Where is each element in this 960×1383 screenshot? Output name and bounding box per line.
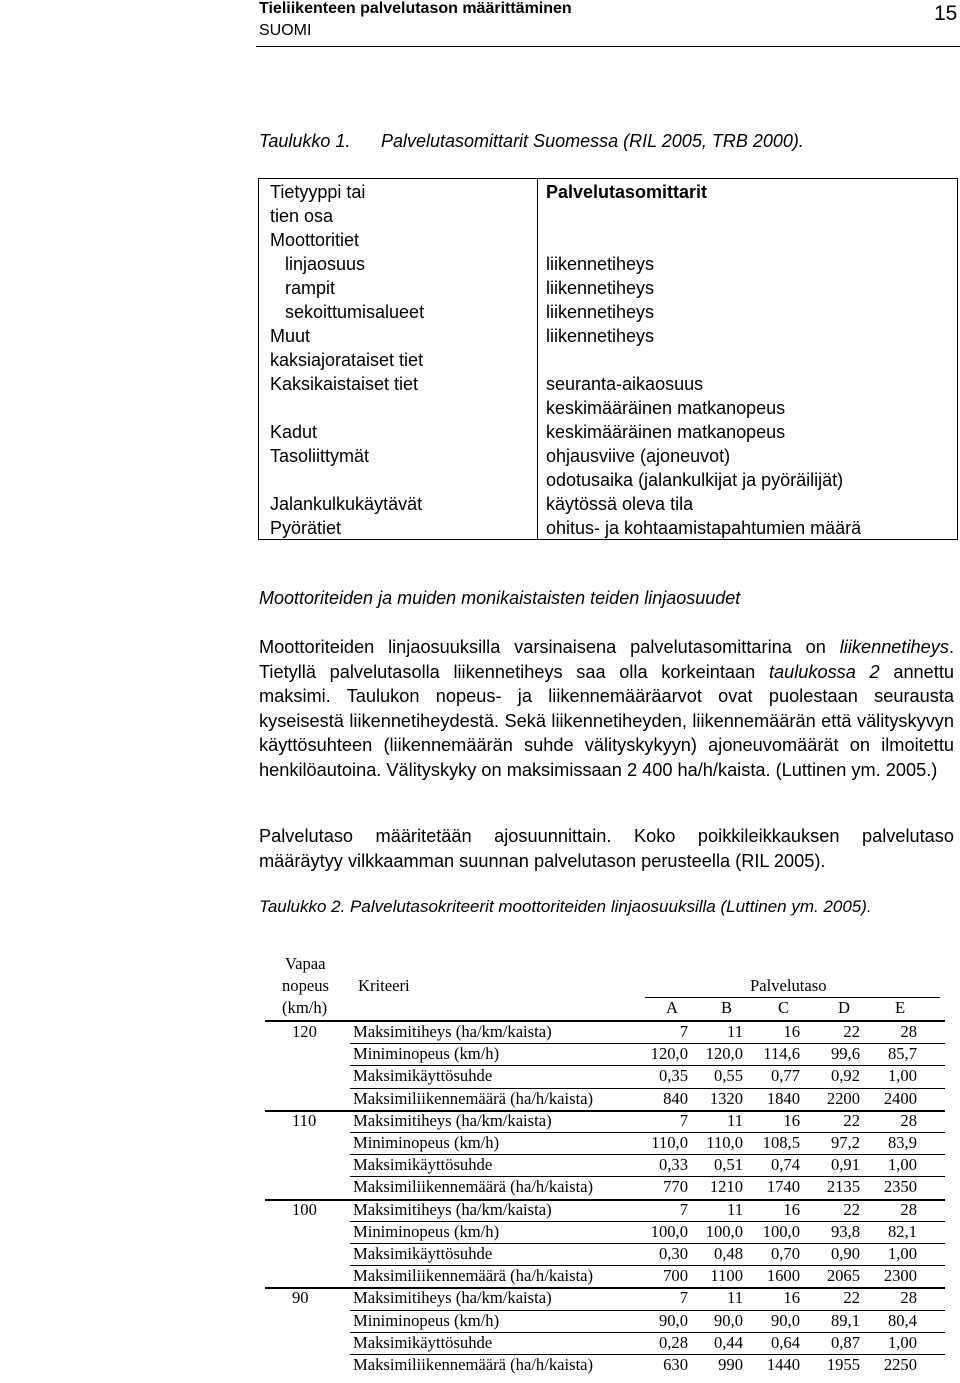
table2-cell: 1210 [709,1177,743,1197]
table2-cell: 120,0 [650,1044,688,1064]
table2-cell: 100,0 [705,1221,743,1241]
table2-cell: 90,0 [713,1310,743,1330]
table2-cell: 100,0 [650,1221,688,1241]
table1-caption [259,131,804,152]
table2-cell: 11 [727,1110,743,1130]
table2-cell: 1840 [766,1088,800,1108]
table2-criterion-label: Maksimitiheys (ha/km/kaista) [353,1288,552,1308]
table2-cell: 83,9 [887,1133,917,1152]
table2-cell: 0,87 [830,1332,860,1352]
table2-cell: 2135 [826,1177,860,1197]
table2-level-d: D [838,998,850,1017]
table2-cell: 2400 [883,1088,917,1108]
table2-criterion-label: Miniminopeus (km/h) [353,1221,500,1241]
p1-part-c: . Tietyllä palvelutasolla liikennetiheys saa olla korkeintaan [259,637,954,682]
table1-road-type-line: Tietyyppi tai [270,182,366,202]
table2-cell: 1,00 [887,1332,917,1352]
running-header-country: SUOMI [259,22,312,39]
table1-road-type-line: Jalankulkukäytävät [270,494,423,514]
table2-cell: 7 [679,1022,688,1041]
table2-cell: 16 [783,1199,800,1219]
table2-level-a: A [666,998,678,1017]
p1-part-e: annettu maksimi. Taulukon nopeus- ja liikennemääräarvot ovat puolestaan seurausta kyseisestä liikennetiheydestä. Sekä liikennetiheyden, liikennemäärän että välityskyvyn käyttösuhteen (liikennemäärän suhde välityskykyyn) ajoneuvomäärät on ilmoitettu henkilöautoina. Välityskyky on maksimissaan 2 400 ha/h/kaista. (Luttinen ym. 2005.) [259,661,955,780]
table2-cell: 28 [900,1110,917,1130]
table2-cell: 0,44 [713,1332,743,1352]
table2-cell: 90,0 [770,1310,800,1330]
table2-cell: 1,00 [887,1244,917,1263]
table2-cell: 0,33 [658,1155,688,1175]
table2-cell: 7 [679,1199,688,1219]
table2-cell: 7 [679,1288,688,1308]
table2-cell: 0,77 [770,1066,800,1086]
table1-road-type-line: sekoittumisalueet [270,302,425,322]
table1-metric-line: liikennetiheys [546,302,655,322]
table2-cell: 2350 [883,1177,917,1197]
table2-cell: 0,48 [713,1244,743,1263]
table2-cell: 99,6 [830,1044,860,1064]
table1-metric-line: keskimääräinen matkanopeus [546,398,786,418]
table2-cell: 108,5 [762,1133,800,1152]
table2-cell: 1,00 [887,1155,917,1175]
p1-part-a: Moottoriteiden linjaosuuksilla varsinaisena palvelutasomittarina on [259,637,840,657]
table2-cell: 110,0 [706,1133,743,1152]
header-rule [256,46,960,47]
table2-criterion-label: Maksimikäyttösuhde [353,1155,493,1175]
table2-cell: 16 [783,1288,800,1308]
table2-head-criteria: Kriteeri [358,976,410,995]
table1-metric-line: liikennetiheys [546,278,655,298]
table1-metric-line: liikennetiheys [546,254,655,274]
table1-column-divider [537,179,538,539]
table2-criterion-label: Maksimikäyttösuhde [353,1244,493,1263]
table1-metric-line: ohjausviive (ajoneuvot) [546,446,731,466]
table2-cell: 28 [900,1022,917,1041]
table2-cell: 0,28 [658,1332,688,1352]
table2-cell: 0,55 [713,1066,743,1086]
table2-criterion-label: Maksimikäyttösuhde [353,1066,493,1086]
table1-road-type-line: linjaosuus [270,254,366,274]
table2-cell: 80,4 [887,1310,917,1330]
table2-cell: 0,90 [830,1244,860,1263]
table1-road-type-line: Kaksikaistaiset tiet [270,374,419,394]
table1-road-type-line: Pyörätiet [270,518,342,538]
table2-cell: 11 [727,1022,743,1041]
table1-metric-line: seuranta-aikaosuus [546,374,704,394]
table2-criterion-label: Miniminopeus (km/h) [353,1044,500,1064]
table2-cell: 1440 [766,1355,800,1374]
section-heading: Moottoriteiden ja muiden monikaistaisten teiden linjaosuudet [259,588,741,608]
table1-road-type-line: tien osa [270,206,334,226]
table2-cell: 85,7 [887,1044,917,1064]
table2-head-speed-2: nopeus [282,976,330,995]
table2-cell: 770 [663,1177,688,1197]
table2 [265,952,945,1383]
table2-cell: 22 [843,1110,860,1130]
table2-cell: 89,1 [830,1310,860,1330]
table2-cell: 2065 [826,1266,860,1286]
running-header-title: Tieliikenteen palvelutason määrittäminen [259,0,572,17]
table2-cell: 1955 [826,1355,860,1374]
table2-cell: 90,0 [658,1310,688,1330]
table2-head-speed-1: Vapaa [285,954,326,973]
table2-cell: 110,0 [651,1133,688,1152]
table2-criterion-label: Maksimiliikennemäärä (ha/h/kaista) [353,1177,594,1197]
table1-road-type-line: Tasoliittymät [270,446,370,466]
table2-cell: 97,2 [830,1133,860,1152]
table2-cell: 0,64 [770,1332,800,1352]
table2-criterion-label: Maksimiliikennemäärä (ha/h/kaista) [353,1355,594,1374]
table2-criterion-label: Miniminopeus (km/h) [353,1133,500,1152]
table1-road-type-line: Moottoritiet [270,230,360,250]
table1-caption-text: Palvelutasomittarit Suomessa (RIL 2005, TRB 2000). [381,131,804,151]
p1-part-b: liikennetiheys [839,637,949,657]
table2-speed-value: 100 [292,1199,317,1219]
p1-part-d: taulukossa 2 [768,661,880,682]
table2-cell: 1100 [710,1266,743,1286]
table2-criterion-label: Maksimitiheys (ha/km/kaista) [353,1199,552,1219]
table2-cell: 1740 [766,1177,800,1197]
table2-criterion-label: Maksimitiheys (ha/km/kaista) [353,1110,552,1130]
table1-road-type-line: Muut [270,326,311,346]
table2-level-c: C [778,998,790,1017]
table1-road-type-line: kaksiajorataiset tiet [270,350,424,370]
table2-cell: 1,00 [887,1066,917,1086]
table1-metric-line: odotusaika (jalankulkijat ja pyöräilijät) [546,470,844,490]
table2-cell: 28 [900,1199,917,1219]
table2-cell: 11 [727,1288,743,1308]
table2-cell: 1600 [766,1266,800,1286]
table1-road-type-line: Kadut [270,422,318,442]
table2-level-e: E [895,998,906,1017]
table2-speed-value: 120 [292,1022,317,1041]
table2-cell: 1320 [709,1088,743,1108]
table2-cell: 22 [843,1199,860,1219]
table2-cell: 22 [843,1288,860,1308]
table2-criterion-label: Maksimitiheys (ha/km/kaista) [353,1022,552,1041]
table2-criterion-label: Miniminopeus (km/h) [353,1310,500,1330]
table2-cell: 990 [718,1355,743,1374]
table2-head-service-level: Palvelutaso [750,976,827,995]
table2-cell: 100,0 [762,1221,800,1241]
paragraph-2: Palvelutaso määritetään ajosuunnittain. Koko poikkileikkauksen palvelutaso määräytyy vilkkaamman suunnan palvelutason perusteella (RIL 2005). [259,826,954,871]
paragraph-1 [259,635,954,782]
table2-cell: 2300 [883,1266,917,1286]
table1-road-type-line: rampit [270,278,336,298]
table2-cell: 22 [843,1022,860,1041]
table2-level-b: B [721,998,733,1017]
table1-metric-line: käytössä oleva tila [546,494,694,514]
page-number: 15 [934,2,958,25]
table2-cell: 120,0 [705,1044,743,1064]
table2-cell: 700 [663,1266,688,1286]
table2-cell: 0,35 [658,1066,688,1086]
table2-cell: 2200 [826,1088,860,1108]
table2-cell: 93,8 [830,1221,860,1241]
table2-cell: 0,92 [830,1066,860,1086]
table2-cell: 0,30 [658,1244,688,1263]
table1-metric-line: liikennetiheys [546,326,655,346]
table2-criterion-label: Maksimiliikennemäärä (ha/h/kaista) [353,1088,594,1108]
table2-cell: 82,1 [887,1221,917,1241]
table2-cell: 7 [679,1110,688,1130]
table2-speed-value: 90 [292,1288,309,1308]
table1-metric-line: ohitus- ja kohtaamistapahtumien määrä [546,518,862,538]
table2-cell: 16 [783,1110,800,1130]
table2-cell: 0,91 [830,1155,860,1175]
table2-cell: 840 [663,1088,688,1108]
table2-speed-value: 110 [292,1110,317,1130]
table2-cell: 28 [900,1288,917,1308]
table1-caption-number: Taulukko 1. [259,131,351,151]
table1-metric-line: keskimääräinen matkanopeus [546,422,786,442]
table2-cell: 2250 [883,1355,917,1374]
table2-caption: Taulukko 2. Palvelutasokriteerit moottoriteiden linjaosuuksilla (Luttinen ym. 2005). [259,897,872,916]
table2-cell: 16 [783,1022,800,1041]
table1 [258,178,958,540]
table2-criterion-label: Maksimikäyttösuhde [353,1332,493,1352]
table2-cell: 0,51 [713,1155,743,1175]
table2-cell: 114,6 [763,1044,800,1064]
table2-cell: 0,74 [770,1155,800,1175]
table2-cell: 0,70 [770,1244,800,1263]
table2-head-speed-3: (km/h) [282,998,328,1017]
table1-header-metrics: Palvelutasomittarit [546,182,708,202]
table2-cell: 630 [663,1355,688,1374]
table2-cell: 11 [727,1199,743,1219]
table2-criterion-label: Maksimiliikennemäärä (ha/h/kaista) [353,1266,594,1286]
